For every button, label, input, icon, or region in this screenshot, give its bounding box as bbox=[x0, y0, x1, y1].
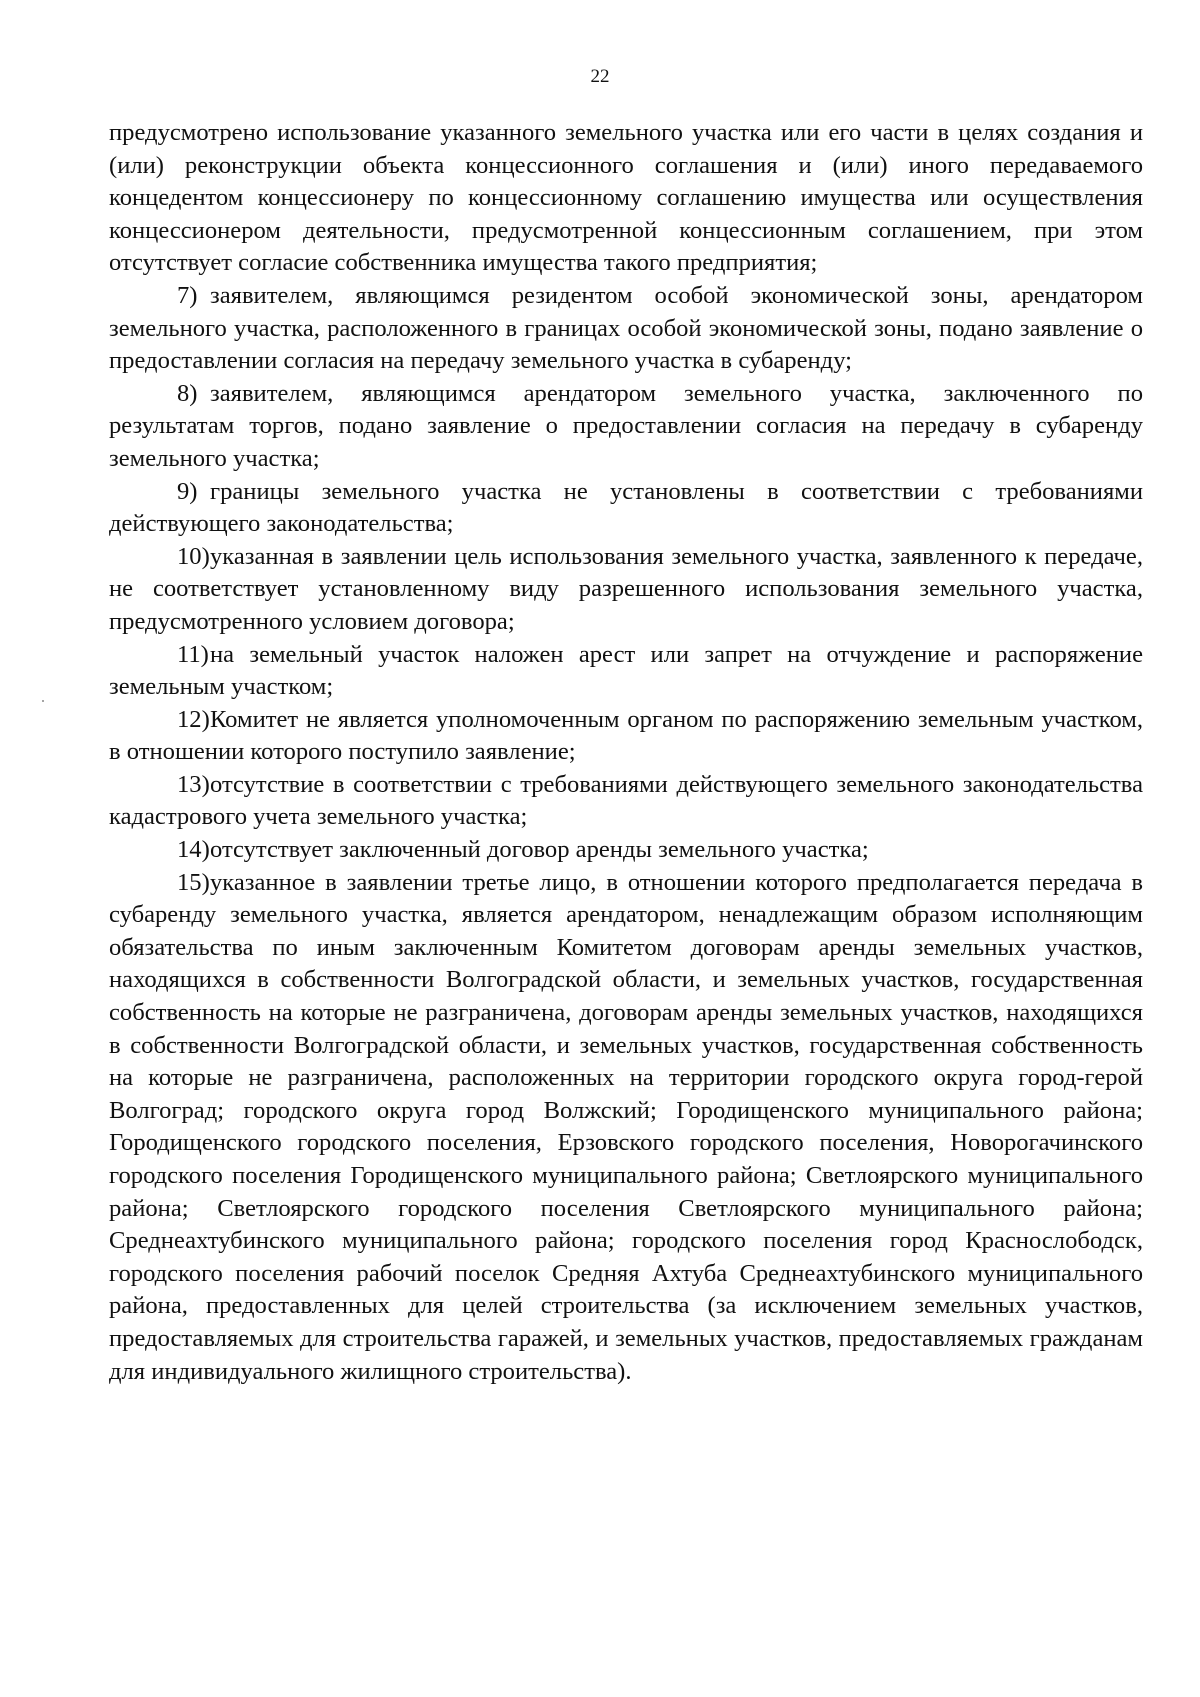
item-text: заявителем, являющимся резидентом особой экономической зоны, арендатором земельного участка, расположенного в границах особой экономической зоны, подано заявление о предоставлении согласия на передачу земельного участка в субаренду; bbox=[109, 281, 1143, 375]
item-number: 13) bbox=[177, 770, 210, 798]
list-item-7 bbox=[109, 280, 1143, 378]
list-item-10 bbox=[109, 541, 1143, 639]
item-text: Комитет не является уполномоченным органом по распоряжению земельным участком, в отношении которого поступило заявление; bbox=[109, 705, 1143, 766]
item-number: 9) bbox=[177, 477, 198, 505]
item-number: 8) bbox=[177, 379, 198, 407]
list-item-14 bbox=[109, 834, 1143, 867]
item-number: 10) bbox=[177, 542, 210, 570]
item-text: указанная в заявлении цель использования земельного участка, заявленного к передаче, не соответствует установленному виду разрешенного использования земельного участка, предусмотренного условием договора; bbox=[109, 542, 1143, 635]
list-item-12 bbox=[109, 704, 1143, 769]
item-text: на земельный участок наложен арест или запрет на отчуждение и распоряжение земельным участком; bbox=[109, 640, 1143, 701]
paragraph-text: предусмотрено использование указанного земельного участка или его части в целях создания и (или) реконструкции объекта концессионного соглашения и (или) иного передаваемого концедентом концессионеру по концессионному соглашению имущества или осуществления концессионером деятельности, предусмотренной концессионным соглашением, при этом отсутствует согласие собственника имущества такого предприятия; bbox=[109, 119, 1143, 277]
item-text: заявителем, являющимся арендатором земельного участка, заключенного по результатам торгов, подано заявление о предоставлении согласия на передачу в субаренду земельного участка; bbox=[109, 379, 1143, 472]
item-number: 15) bbox=[177, 868, 210, 896]
item-number: 12) bbox=[177, 705, 210, 733]
paragraph-continuation bbox=[109, 117, 1143, 280]
item-text: отсутствие в соответствии с требованиями действующего земельного законодательства кадастрового учета земельного участка; bbox=[109, 770, 1143, 831]
item-text: границы земельного участка не установлены в соответствии с требованиями действующего законодательства; bbox=[109, 477, 1143, 538]
item-text: отсутствует заключенный договор аренды земельного участка; bbox=[210, 836, 869, 864]
item-number: 14) bbox=[177, 836, 210, 864]
document-body bbox=[109, 117, 1143, 1388]
list-item-15 bbox=[109, 867, 1143, 1389]
list-item-11 bbox=[109, 639, 1143, 704]
list-item-8 bbox=[109, 378, 1143, 476]
list-item-13 bbox=[109, 769, 1143, 834]
scan-speck bbox=[42, 700, 44, 702]
item-number: 7) bbox=[177, 281, 198, 309]
item-number: 11) bbox=[177, 640, 209, 668]
item-text: указанное в заявлении третье лицо, в отношении которого предполагается передача в субаренду земельного участка, является арендатором, ненадлежащим образом исполняющим обязательства по иным заключенным Комитетом договорам аренды земельных участков, находящихся в собственности Волгоградской области, и земельных участков, государственная собственность на которые не разграничена, договорам аренды земельных участков, находящихся в собственности Волгоградской области, и земельных участков, государственная собственность на которые не разграничена, расположенных на территории городского округа город-герой Волгоград; городского округа город Волжский; Городищенского муниципального района; Городищенского городского поселения, Ерзовского городского поселения, Новорогачинского городского поселения Городищенского муниципального района; Светлоярского муниципального района; Светлоярского городского поселения Светлоярского муниципального района; Среднеахтубинского муниципального района; городского поселения город Краснослободск, городского поселения рабочий поселок Средняя Ахтуба Среднеахтубинского муниципального района, предоставленных для целей строительства (за исключением земельных участков, предоставляемых для строительства гаражей, и земельных участков, предоставляемых гражданам для индивидуального жилищного строительства). bbox=[109, 868, 1143, 1385]
list-item-9 bbox=[109, 476, 1143, 541]
page-number: 22 bbox=[590, 66, 610, 87]
